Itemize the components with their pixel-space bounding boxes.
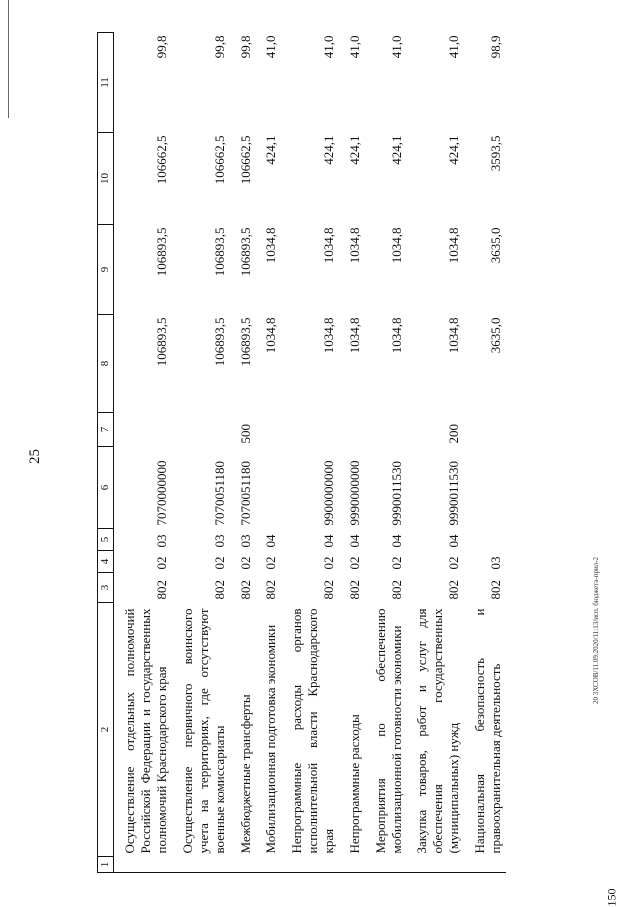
- cell-c5: 03: [237, 534, 253, 548]
- cell-c10: 106662,5: [154, 135, 170, 185]
- row-name: Непрограммные расходы: [346, 714, 362, 854]
- cell-c9: 1034,8: [446, 227, 462, 264]
- page-number: 25: [27, 449, 43, 464]
- cell-c4: 02: [446, 556, 462, 570]
- table-header-row: [98, 33, 114, 873]
- cell-c10: 424,1: [346, 135, 362, 165]
- table-row: [339, 33, 365, 873]
- cell-c3: 802: [321, 580, 336, 600]
- cell-c6: 9990011530: [446, 460, 462, 526]
- cell-c6: 9990000000: [346, 460, 362, 526]
- cell-c6: 9900000000: [321, 460, 336, 526]
- cell-c11: 99,8: [211, 35, 227, 59]
- cell-c11: 41,0: [346, 35, 362, 59]
- header-cell: 5: [98, 529, 114, 551]
- table-row: [172, 33, 230, 873]
- table-row: [365, 33, 407, 873]
- row-name: Непрограммные расходы органов исполнительной власти Краснодарского края: [289, 608, 336, 854]
- cell-c10: 424,1: [263, 135, 279, 165]
- cell-c4: 03: [487, 556, 503, 570]
- header-cell: 6: [98, 447, 114, 529]
- cell-c4: 02: [211, 556, 227, 570]
- cell-c4: 02: [346, 556, 362, 570]
- cell-c3: 802: [263, 580, 279, 600]
- cell-c7: [281, 413, 339, 447]
- cell-c11: 41,0: [263, 35, 279, 59]
- cell-c11: 41,0: [388, 35, 404, 59]
- cell-c8: 106893,5: [154, 317, 170, 367]
- cell-c8: 106893,5: [237, 317, 253, 367]
- cell-c9: 3635,0: [487, 227, 503, 264]
- cell-c5: 04: [346, 534, 362, 548]
- cell-c4: 02: [237, 556, 253, 570]
- header-cell: 2: [98, 603, 114, 857]
- cell-c7: [114, 413, 172, 447]
- cell-c7: 500: [237, 424, 253, 444]
- cell-c9: 1034,8: [388, 227, 404, 264]
- cell-c4: 02: [321, 556, 336, 570]
- cell-c9: 1034,8: [263, 227, 279, 264]
- footer-document-id: 20 3ХСОВ/11.09.2020/11:13/исп. бюджета-прил-2: [592, 556, 600, 704]
- cell-c6: [464, 447, 506, 529]
- row-name: Осуществление отдельных полномочий Российской Федерации и государственных полномочий Краснодарского края: [122, 608, 170, 854]
- cell-c5: 04: [321, 534, 336, 548]
- header-cell: 4: [98, 551, 114, 573]
- cell-c6: 7070051180: [211, 460, 227, 526]
- cell-c3: 802: [388, 580, 404, 600]
- cell-c3: 802: [346, 580, 362, 600]
- cell-c8: 1034,8: [263, 317, 279, 354]
- header-cell: 11: [98, 33, 114, 133]
- cell-c4: 02: [263, 556, 279, 570]
- row-name: Закупка товаров, работ и услуг для обеспечения государственных (муниципальных) нужд: [414, 608, 462, 854]
- header-cell: 1: [98, 857, 114, 873]
- scan-edge-line: [8, 0, 9, 118]
- header-cell: 8: [98, 315, 114, 413]
- cell-c10: 424,1: [321, 135, 336, 165]
- cell-c6: 7070051180: [237, 460, 253, 526]
- cell-c9: 106893,5: [211, 227, 227, 277]
- cell-c11: 41,0: [446, 35, 462, 59]
- cell-c11: 99,8: [154, 35, 170, 59]
- cell-c3: 802: [211, 580, 227, 600]
- row-name: Осуществление первичного воинского учета на территориях, где отсутствуют военные комиссариаты: [179, 608, 227, 854]
- budget-table: [97, 32, 506, 873]
- cell-c3: 802: [154, 580, 170, 600]
- cell-c6: 7070000000: [154, 460, 170, 526]
- cell-c9: 106893,5: [237, 227, 253, 277]
- cell-c5: 03: [154, 534, 170, 548]
- cell-c4: 02: [388, 556, 404, 570]
- cell-c7: [339, 413, 365, 447]
- header-cell: 7: [98, 413, 114, 447]
- row-name: Мероприятия по обеспечению мобилизационной готовности экономики: [372, 608, 404, 854]
- table-row: [281, 33, 339, 873]
- cell-c4: 02: [154, 556, 170, 570]
- table-row: [464, 33, 506, 873]
- cell-c5: 04: [446, 534, 462, 548]
- table-row: [406, 33, 464, 873]
- header-cell: 3: [98, 573, 114, 603]
- cell-c8: 1034,8: [346, 317, 362, 354]
- cell-c10: 3593,5: [487, 135, 503, 172]
- cell-c10: 424,1: [388, 135, 404, 165]
- cell-c5: [464, 529, 506, 551]
- cell-c3: 802: [487, 580, 503, 600]
- cell-c11: 98,9: [487, 35, 503, 59]
- cell-c6: 9990011530: [388, 460, 404, 526]
- cell-c5: 03: [211, 534, 227, 548]
- cell-c11: 99,8: [237, 35, 253, 59]
- header-cell: 9: [98, 225, 114, 315]
- cell-c7: 200: [446, 424, 462, 444]
- cell-c3: 802: [446, 580, 462, 600]
- cell-c8: 1034,8: [388, 317, 404, 354]
- row-name: Межбюджетные трансферты: [237, 694, 253, 854]
- cell-c9: 1034,8: [321, 227, 336, 264]
- cell-c8: 1034,8: [321, 317, 336, 354]
- cell-c7: [365, 413, 407, 447]
- cell-c8: 1034,8: [446, 317, 462, 354]
- cell-c8: 3635,0: [487, 317, 503, 354]
- cell-c11: 41,0: [321, 35, 336, 59]
- header-cell: 10: [98, 133, 114, 225]
- table-row: [255, 33, 281, 873]
- cell-c3: 802: [237, 580, 253, 600]
- cell-c10: 106662,5: [237, 135, 253, 185]
- cell-c10: 106662,5: [211, 135, 227, 185]
- table-row: [114, 33, 172, 873]
- cell-c8: 106893,5: [211, 317, 227, 367]
- row-name: Национальная безопасность и правоохранительная деятельность: [472, 608, 503, 854]
- cell-c7: [255, 413, 281, 447]
- corner-page-number: 150: [604, 888, 619, 907]
- table-row: [230, 33, 256, 873]
- cell-c5: 04: [388, 534, 404, 548]
- cell-c9: 106893,5: [154, 227, 170, 277]
- cell-c10: 424,1: [446, 135, 462, 165]
- cell-c7: [464, 413, 506, 447]
- cell-c9: 1034,8: [346, 227, 362, 264]
- cell-c6: [255, 447, 281, 529]
- rotated-table-container: [97, 33, 597, 873]
- cell-c5: 04: [263, 534, 279, 548]
- cell-c7: [172, 413, 230, 447]
- row-name: Мобилизационная подготовка экономики: [263, 624, 279, 854]
